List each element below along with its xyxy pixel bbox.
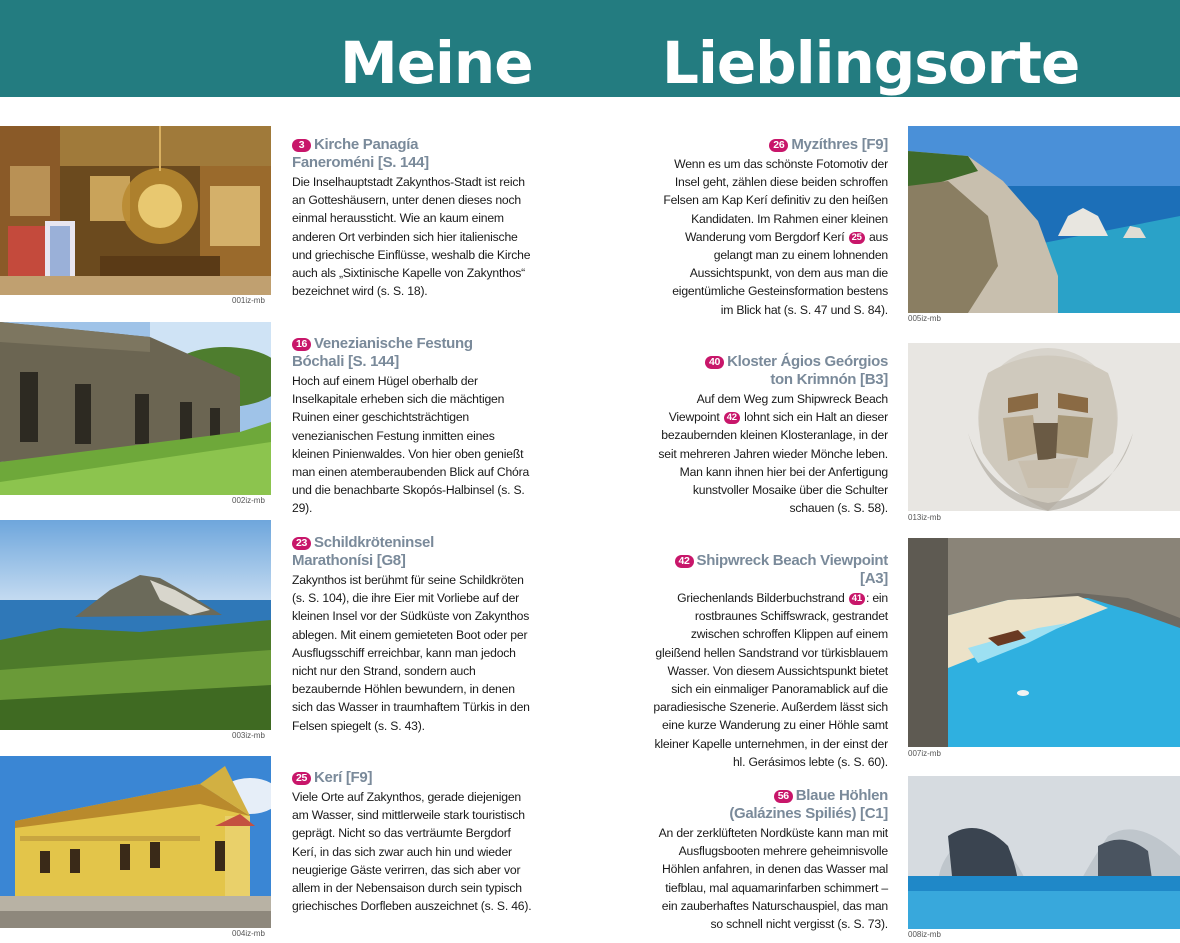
photo-credit: 005iz-mb <box>908 314 941 323</box>
entry-blaue-hoehlen <box>658 787 888 933</box>
entry-title: 26 Myzíthres [F9] <box>658 136 888 154</box>
location-number-badge: 42 <box>675 555 694 568</box>
location-number-badge: 3 <box>292 139 311 152</box>
location-number-badge: 16 <box>292 338 311 351</box>
entry-body: Die Inselhauptstadt Zakynthos-Stadt ist reich an Gotteshäusern, unter denen dieses noch einmal heraussticht. Wie an kaum einem anderen Ort verbinden sich hier italienische und griechische Einflüsse, weshalb die Kirche auch als „Sixtinische Kapelle von Zakynthos“ bezeichnet wird (s. S. 18). <box>292 175 531 299</box>
entry-title: 56 Blaue Höhlen (Galázines Spiliés) [C1] <box>729 787 888 822</box>
entry-title: 3 Kirche Panagía Faneroméni [S. 144] <box>292 136 429 171</box>
fortress-ruins-photo <box>0 322 271 495</box>
entry-body: Wenn es um das schönste Fotomotiv der Insel geht, zählen diese beiden schroffen Felsen am Kap Kerí definitiv zu den heißen Kandidaten. Im Rahmen einer kleinen Wanderung vom Bergdorf Kerí 25 aus gelangt man zu einem lohnenden Aussichtspunkt, von dem aus man die eigentümliche Gesteinsformation bestens im Blick hat (s. S. 47 und S. 84). <box>663 157 888 317</box>
shipwreck-beach-photo <box>908 538 1180 747</box>
header-title-word-1: Meine <box>340 29 533 97</box>
location-number-badge: 26 <box>769 139 788 152</box>
entry-title: 25 Kerí [F9] <box>292 769 532 787</box>
entry-keri <box>292 769 532 915</box>
entry-body: Griechenlands Bilderbuchstrand 41 : ein rostbraunes Schiffswrack, gestrandet zwischen schroffen Klippen auf einem gleißend hellen Sandstrand vor türkisblauem Wasser. Von diesem Aussichtspunkt bietet sich ein einmaliger Panoramablick auf die paradiesische Szenerie. Außerdem lässt sich eine kurze Wanderung zu einer Höhle samt kleiner Kapelle unternehmen, in der einst der hl. Gerásimos lebte (s. S. 60). <box>653 591 888 769</box>
photo-credit: 008iz-mb <box>908 930 941 939</box>
entry-kirche-panagia <box>292 136 532 300</box>
entry-myzithres <box>658 136 888 319</box>
location-number-badge: 56 <box>774 790 793 803</box>
photo-credit: 003iz-mb <box>232 731 265 740</box>
header-title-word-2: Lieblingsorte <box>662 29 1080 97</box>
photo-credit: 004iz-mb <box>232 929 265 938</box>
photo-credit: 007iz-mb <box>908 749 941 758</box>
photo-credit: 013iz-mb <box>908 513 941 522</box>
entry-schildkroeteninsel <box>292 534 532 735</box>
entry-venezianische-festung <box>292 335 532 518</box>
location-number-badge: 23 <box>292 537 311 550</box>
church-interior-photo <box>0 126 271 295</box>
reference-number-badge: 42 <box>724 412 740 424</box>
mosaic-face-photo <box>908 343 1180 511</box>
entry-body: Zakynthos ist berühmt für seine Schildkröten (s. S. 104), die ihre Eier mit Vorliebe auf der kleinen Insel vor der Südküste von Zakynthos ablegen. Mit einem gemieteten Boot oder per Ausflugsschiff erreichbar, kann man jedoch nicht nur den Strand, sondern auch bezaubernde Höhlen bewundern, in denen sich das Wasser in traumhaftem Türkis in den Felsen spiegelt (s. S. 43). <box>292 573 530 733</box>
cliff-rocks-photo <box>908 126 1180 313</box>
entry-body: An der zerklüfteten Nordküste kann man mit Ausflugsbooten mehrere geheimnisvolle Höhlen anfahren, in denen das Wasser mal tiefblau, mal aquamarinfarben schimmert – ein zauberhaftes Naturschauspiel, das man so schnell nicht vergisst (s. S. 73). <box>658 826 888 932</box>
entry-body: Auf dem Weg zum Shipwreck Beach Viewpoint 42 lohnt sich ein Halt an dieser bezaubernden kleinen Klosteranlage, in der seit mehreren Jahren wieder Mönche leben. Man kann ihnen hier bei der Anfertigung kunstvoller Mosaike über die Schulter schauen (s. S. 58). <box>658 392 888 516</box>
entry-title: 42 Shipwreck Beach Viewpoint [A3] <box>652 552 888 588</box>
entry-body: Hoch auf einem Hügel oberhalb der Inselkapitale erheben sich die mächtigen Ruinen einer geschichtsträchtigen venezianischen Festung inmitten eines kleinen Pinienwaldes. Von hier oben genießt man einen atemberaubenden Blick auf Chóra und die benachbarte Skopós-Halbinsel (s. S. 29). <box>292 374 530 516</box>
reference-number-badge: 25 <box>849 232 865 244</box>
entry-body: Viele Orte auf Zakynthos, gerade diejenigen am Wasser, sind mittlerweile stark touristisch geprägt. Nicht so das verträumte Bergdorf Kerí, in das sich zwar auch hin und wieder neugierige Gäste verirren, das sich aber vor allem in der Nebensaison durch sein typisch griechisches Dorfleben auszeichnet (s. S. 46). <box>292 790 532 914</box>
header-banner <box>0 0 1180 97</box>
yellow-church-photo <box>0 756 271 928</box>
island-sea-photo <box>0 520 271 730</box>
photo-credit: 001iz-mb <box>232 296 265 305</box>
entry-title: 23 Schildkröteninsel Marathonísi [G8] <box>292 534 434 569</box>
entry-shipwreck-beach <box>652 552 888 771</box>
entry-title: 40 Kloster Ágios Geórgios ton Krimnón [B3] <box>658 353 888 389</box>
location-number-badge: 25 <box>292 772 311 785</box>
entry-title: 16 Venezianische Festung Bóchali [S. 144] <box>292 335 473 370</box>
photo-credit: 002iz-mb <box>232 496 265 505</box>
location-number-badge: 40 <box>705 356 724 369</box>
reference-number-badge: 41 <box>849 593 865 605</box>
entry-kloster-agios-georgios <box>658 353 888 517</box>
blue-caves-photo <box>908 776 1180 929</box>
